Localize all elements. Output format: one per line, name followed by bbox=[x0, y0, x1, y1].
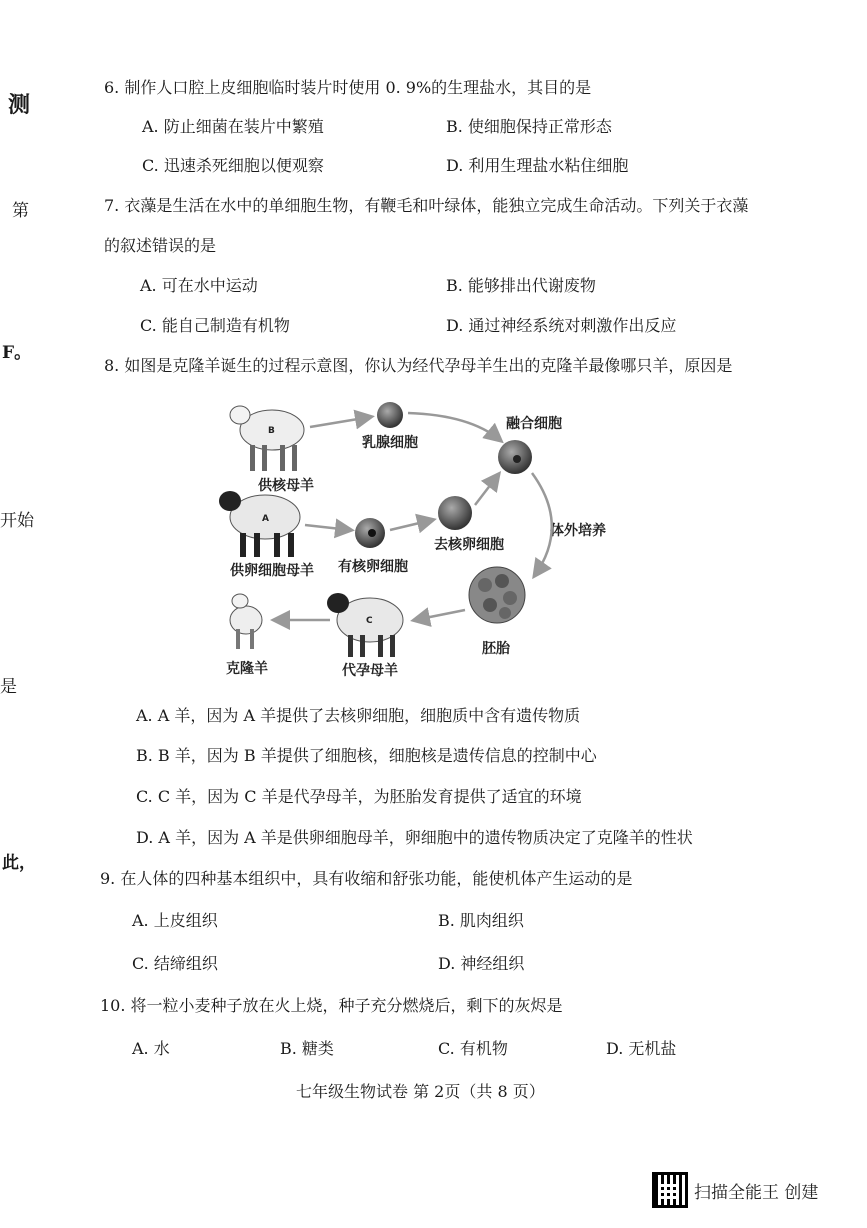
mammary-cell-icon bbox=[377, 402, 403, 428]
margin-fragment-1: 测 bbox=[8, 92, 31, 118]
label-fused-cell: 融合细胞 bbox=[506, 416, 562, 432]
q10-stem: 10. 将一粒小麦种子放在火上烧，种子充分燃烧后，剩下的灰烬是 bbox=[100, 996, 563, 1015]
label-enucleated-egg: 去核卵细胞 bbox=[434, 537, 504, 553]
sheep-c-icon bbox=[327, 593, 403, 657]
label-in-vitro-culture: 体外培养 bbox=[550, 523, 606, 539]
q6-option-d: D. 利用生理盐水粘住细胞 bbox=[446, 156, 629, 175]
scanner-label: 扫描全能王 创建 bbox=[694, 1182, 819, 1203]
embryo-icon bbox=[469, 567, 525, 623]
q10-option-b: B. 糖类 bbox=[280, 1039, 334, 1058]
margin-fragment-3: F。 bbox=[2, 343, 32, 363]
sheep-c-letter: C bbox=[366, 616, 373, 626]
sheep-a-icon bbox=[219, 491, 300, 557]
q9-stem: 9. 在人体的四种基本组织中，具有收缩和舒张功能，能使机体产生运动的是 bbox=[100, 869, 633, 888]
enucleated-egg-icon bbox=[438, 496, 472, 530]
q6-option-c: C. 迅速杀死细胞以便观察 bbox=[142, 156, 324, 175]
q10-option-c: C. 有机物 bbox=[438, 1039, 508, 1058]
clone-sheep-diagram bbox=[210, 395, 630, 690]
q9-option-d: D. 神经组织 bbox=[438, 954, 525, 973]
q10-option-d: D. 无机盐 bbox=[606, 1039, 677, 1058]
sheep-b-icon bbox=[230, 406, 304, 471]
label-donor-nucleus-ewe: 供核母羊 bbox=[258, 478, 314, 494]
q6-option-b: B. 使细胞保持正常形态 bbox=[446, 117, 612, 136]
q6-stem: 6. 制作人口腔上皮细胞临时装片时使用 0. 9%的生理盐水，其目的是 bbox=[104, 78, 592, 97]
q7-option-d: D. 通过神经系统对刺激作出反应 bbox=[446, 316, 677, 335]
q10-option-a: A. 水 bbox=[132, 1039, 170, 1058]
q8-option-b: B. B 羊，因为 B 羊提供了细胞核，细胞核是遗传信息的控制中心 bbox=[136, 746, 597, 765]
q7-option-a: A. 可在水中运动 bbox=[140, 276, 258, 295]
clone-lamb-icon bbox=[230, 594, 262, 649]
qr-code-icon bbox=[652, 1172, 688, 1208]
q7-option-c: C. 能自己制造有机物 bbox=[140, 316, 290, 335]
label-embryo: 胚胎 bbox=[482, 641, 510, 657]
q7-stem-line2: 的叙述错误的是 bbox=[104, 236, 217, 255]
scanner-watermark bbox=[652, 1172, 818, 1208]
label-nucleated-egg: 有核卵细胞 bbox=[338, 559, 408, 575]
margin-fragment-2: 第 bbox=[12, 201, 29, 221]
margin-fragment-5: 是 bbox=[0, 677, 17, 697]
page-footer: 七年级生物试卷 第 2页（共 8 页） bbox=[296, 1082, 545, 1101]
q6-option-a: A. 防止细菌在装片中繁殖 bbox=[142, 117, 324, 136]
sheep-a-letter: A bbox=[262, 514, 269, 524]
label-surrogate-ewe: 代孕母羊 bbox=[342, 663, 398, 679]
q8-option-d: D. A 羊，因为 A 羊是供卵细胞母羊，卵细胞中的遗传物质决定了克隆羊的性状 bbox=[136, 828, 693, 847]
margin-fragment-4: 开始 bbox=[0, 511, 34, 531]
label-egg-donor-ewe: 供卵细胞母羊 bbox=[230, 563, 314, 579]
q8-stem: 8. 如图是克隆羊诞生的过程示意图，你认为经代孕母羊生出的克隆羊最像哪只羊，原因是 bbox=[104, 356, 733, 375]
label-clone-lamb: 克隆羊 bbox=[226, 661, 268, 677]
q7-stem-line1: 7. 衣藻是生活在水中的单细胞生物，有鞭毛和叶绿体，能独立完成生命活动。下列关于衣藻 bbox=[104, 196, 749, 215]
q9-option-c: C. 结缔组织 bbox=[132, 954, 218, 973]
q8-option-a: A. A 羊，因为 A 羊提供了去核卵细胞，细胞质中含有遗传物质 bbox=[136, 706, 581, 725]
q8-option-c: C. C 羊，因为 C 羊是代孕母羊，为胚胎发育提供了适宜的环境 bbox=[136, 787, 582, 806]
margin-fragment-6: 此， bbox=[2, 853, 36, 873]
q9-option-b: B. 肌肉组织 bbox=[438, 911, 524, 930]
label-mammary-cell: 乳腺细胞 bbox=[362, 435, 418, 451]
sheep-b-letter: B bbox=[268, 426, 275, 436]
q9-option-a: A. 上皮组织 bbox=[132, 911, 218, 930]
q7-option-b: B. 能够排出代谢废物 bbox=[446, 276, 596, 295]
